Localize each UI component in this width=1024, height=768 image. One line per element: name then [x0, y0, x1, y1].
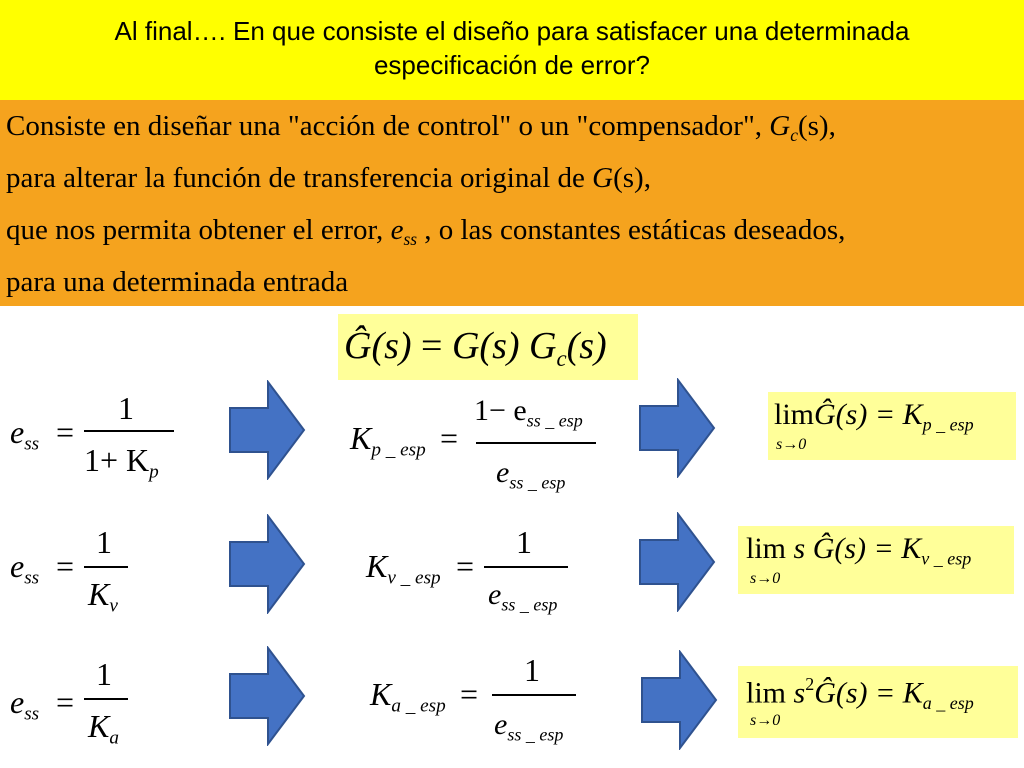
slide-title-line1: Al final…. En que consiste el diseño para satisfacer una determinada: [114, 16, 910, 46]
lim-subscript: s→0: [750, 712, 781, 729]
lim-expression: Ĝ(s) = K: [814, 398, 923, 431]
equals-sign: =: [56, 414, 75, 450]
k-fraction-bar: [476, 442, 596, 444]
main-eq-rhs2-G: G: [529, 325, 557, 367]
limit-condition-box: [768, 392, 1016, 460]
lim-operator: lim: [746, 676, 787, 710]
arrow-right-icon: [638, 512, 718, 612]
k-fraction-bar: [492, 694, 576, 696]
lim-expression: Ĝ(s) = K: [814, 676, 923, 710]
fraction-numerator: 1: [96, 656, 112, 692]
slide-title-line2: especificación de error?: [373, 50, 651, 80]
k-label: $K_{a \_ esp}$: [370, 676, 446, 717]
fraction-bar: [84, 698, 128, 700]
lim-expression: s Ĝ(s) = K: [793, 532, 922, 565]
arrow-right-icon: [638, 378, 718, 478]
ess-label: $e_{ss}$: [10, 548, 40, 589]
k-denominator: $e_{ss \_ esp}$: [494, 708, 564, 745]
lim-k-sub: v _ esp: [921, 548, 972, 569]
lim-k-sub: a _ esp: [922, 692, 974, 713]
main-eq-rhs2-arg: (s): [566, 325, 607, 367]
k-numerator: 1: [516, 524, 532, 560]
k-denominator: $e_{ss \_ esp}$: [496, 456, 566, 493]
k-equals: =: [460, 676, 479, 712]
intro-line-4: para una determinada entrada: [6, 266, 349, 298]
k-numerator: $1- e_{ss \_ esp}$: [474, 394, 583, 431]
lim-pre-s: s: [793, 676, 806, 710]
k-numerator: 1: [524, 652, 540, 688]
k-equals: =: [440, 420, 459, 456]
k-fraction-bar: [484, 566, 568, 568]
lim-operator: lim: [774, 398, 815, 431]
ess-label: $e_{ss}$: [10, 414, 40, 455]
lim-k-sub: p _ esp: [922, 414, 974, 435]
equals-sign: =: [56, 684, 75, 720]
fraction-bar: [84, 566, 128, 568]
k-label: $K_{p \_ esp}$: [350, 420, 426, 461]
lim-operator: lim: [746, 532, 787, 565]
arrow-right-icon: [640, 650, 720, 750]
lim-subscript: s→0: [776, 436, 807, 453]
fraction-numerator: 1: [118, 390, 134, 426]
fraction-denominator: $K_v$: [88, 576, 118, 617]
k-equals: =: [456, 548, 475, 584]
main-eq-rhs1: G(s): [451, 325, 520, 367]
arrow-right-icon: [228, 380, 308, 480]
ess-label: $e_{ss}$: [10, 684, 40, 725]
lim-subscript: s→0: [750, 570, 781, 587]
fraction-bar: [84, 430, 174, 432]
k-denominator: $e_{ss \_ esp}$: [488, 578, 558, 615]
intro-line-3: que nos permita obtener el error, $e_{ss}$ , o las constantes estáticas deseados,: [6, 214, 846, 250]
lim-exponent: 2: [805, 674, 815, 694]
slide-title: [0, 0, 1024, 100]
limit-condition-box: [738, 666, 1018, 738]
main-eq-equals: =: [421, 325, 443, 367]
arrow-right-icon: [228, 646, 308, 746]
intro-block: [0, 100, 1024, 306]
intro-line-1: Consiste en diseñar una "acción de control" o un "compensador", $G_c(s)$,: [6, 110, 836, 146]
intro-line-2: para alterar la función de transferencia original de G(s),: [6, 162, 651, 194]
k-label: $K_{v \_ esp}$: [366, 548, 441, 589]
main-equation: [338, 314, 638, 380]
limit-condition-box: [738, 526, 1014, 594]
equals-sign: =: [56, 548, 75, 584]
fraction-denominator: $K_a$: [88, 708, 119, 749]
arrow-right-icon: [228, 514, 308, 614]
fraction-denominator: $1+ K_p$: [84, 442, 159, 483]
main-eq-rhs2-sub: c: [556, 345, 567, 371]
main-eq-lhs: Ĝ(s): [344, 325, 412, 367]
fraction-numerator: 1: [96, 524, 112, 560]
